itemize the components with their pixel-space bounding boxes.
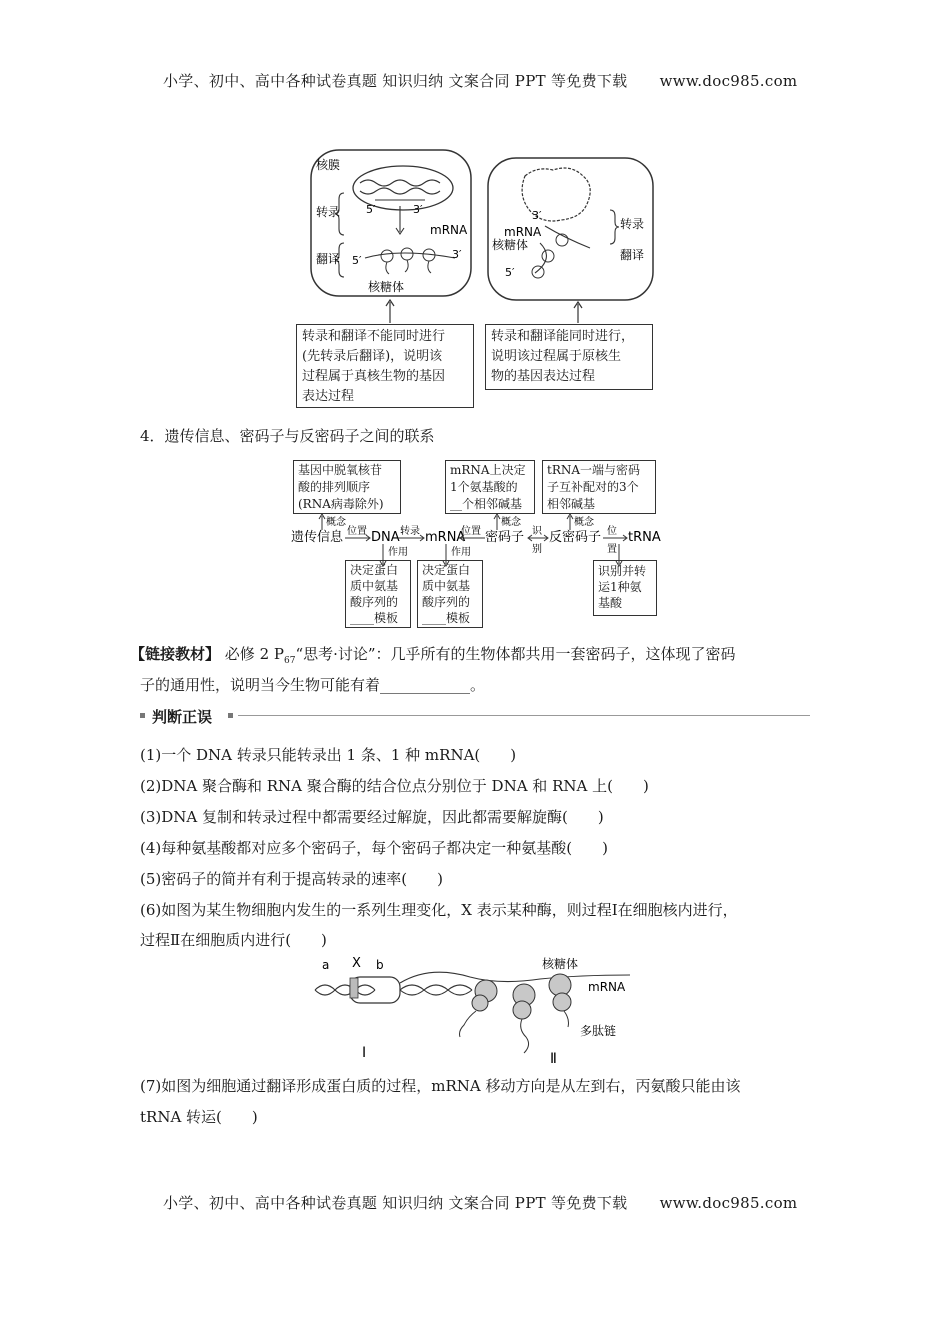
note-eukaryote [296, 324, 474, 408]
label-a: a [322, 958, 330, 972]
judge-item-5: (5)密码子的简并有利于提高转录的速率( ) [140, 870, 443, 888]
box-line: mRNA上决定 [450, 463, 526, 477]
link-role: 作用 [451, 547, 471, 558]
section-4-title: 4．遗传信息、密码子与反密码子之间的联系 [140, 427, 435, 445]
box-codon-def [445, 460, 535, 514]
label-ribosome-right: 核糖体 [492, 238, 529, 252]
label-5prime: 5′ [366, 203, 376, 216]
box-line: 基酸 [598, 596, 623, 610]
box-line: 决定蛋白 [422, 563, 471, 577]
node-anticodon: 反密码子 [549, 530, 602, 545]
box-line: ____模板 [350, 611, 399, 625]
page-header [163, 70, 797, 91]
box-line: 质中氨基 [422, 579, 471, 593]
label-transcription: 转录 [316, 205, 341, 219]
node-mrna: mRNA [425, 530, 466, 545]
label-translation-right: 翻译 [620, 248, 645, 262]
label-nuclear-membrane: 核膜 [316, 158, 341, 172]
box-mrna-role [417, 560, 483, 628]
label-5prime-right: 5′ [505, 266, 515, 279]
box-line: ____模板 [422, 611, 471, 625]
label-3prime-b: 3′ [452, 248, 462, 261]
ribosome [542, 250, 554, 262]
box-dna-role [345, 560, 411, 628]
link-recognize: 识 [532, 526, 542, 537]
label-3prime-right: 3′ [532, 209, 542, 222]
mrna-strand [365, 253, 455, 258]
link-concept: 概念 [501, 517, 521, 528]
judge-item-7: (7)如图为细胞通过翻译形成蛋白质的过程，mRNA 移动方向是从左到右，丙氨酸只能由该 [140, 1077, 741, 1095]
link-text: “思考·讨论”：几乎所有的生物体都共用一套密码子，这体现了密码 [295, 645, 736, 663]
ribosome [513, 1001, 531, 1019]
ribosome [381, 250, 393, 262]
transcription-translation-figure [310, 955, 640, 1070]
box-line: 1个氨基酸的 [450, 480, 518, 494]
link-concept: 概念 [574, 517, 594, 528]
link-concept: 概念 [326, 517, 346, 528]
footer-text: 小学、初中、高中各种试卷真题 知识归纳 文案合同 PPT 等免费下载 [163, 1194, 628, 1212]
box-line: 子互补配对的3个 [547, 480, 639, 494]
header-text: 小学、初中、高中各种试卷真题 知识归纳 文案合同 PPT 等免费下载 [163, 72, 628, 90]
judge-heading [140, 706, 810, 726]
dna-strand [315, 985, 375, 995]
note-prokaryote [485, 324, 653, 390]
divider [238, 715, 810, 716]
box-line: tRNA一端与密码 [547, 463, 641, 477]
box-line: 酸序列的 [350, 595, 399, 609]
label-ribosome: 核糖体 [368, 280, 405, 294]
note-line: 表达过程 [302, 389, 355, 404]
page-footer [163, 1192, 797, 1213]
judge-title: 判断正误 [152, 708, 213, 726]
node-trna: tRNA [628, 530, 661, 545]
link-position: 位置 [347, 526, 367, 537]
note-line: 转录和翻译能同时进行， [491, 329, 635, 344]
label-polypeptide: 多肽链 [580, 1024, 617, 1038]
ribosome [401, 248, 413, 260]
box-line: 酸序列的 [422, 595, 471, 609]
link-text: 必修 2 P [224, 645, 284, 663]
page-subscript: 67 [283, 656, 296, 666]
dna-helix-strand [360, 188, 440, 194]
label-mrna-right: mRNA [504, 225, 542, 239]
box-line: 酸的排列顺序 [298, 480, 371, 494]
link-position: 位 [607, 526, 617, 537]
label-b: b [376, 958, 384, 972]
judge-item-2: (2)DNA 聚合酶和 RNA 聚合酶的结合位点分别位于 DNA 和 RNA 上( ) [140, 777, 649, 795]
node-codon: 密码子 [485, 530, 525, 545]
link-role: 作用 [388, 547, 408, 558]
box-line: (RNA病毒除外) [298, 497, 384, 511]
note-line: 说明该过程属于原核生 [491, 349, 622, 364]
link-position: 置 [607, 544, 617, 555]
label-transcription-right: 转录 [620, 217, 645, 231]
box-line: 运1种氨 [598, 580, 642, 594]
label-x: X [352, 956, 361, 971]
ribosome [553, 993, 571, 1011]
label-stage-1: Ⅰ [362, 1045, 367, 1061]
header-site: www.doc985.com [659, 72, 798, 90]
judge-item-6: (6)如图为某生物细胞内发生的一系列生理变化，X 表示某种酶，则过程Ⅰ在细胞核内进行， [140, 901, 738, 919]
dna-helix [360, 180, 440, 186]
label-3prime: 3′ [413, 203, 423, 216]
box-line: 识别并转 [598, 564, 647, 578]
node-dna: DNA [371, 530, 400, 545]
label-stage-2: Ⅱ [550, 1051, 557, 1067]
box-line: 基因中脱氧核苷 [298, 463, 383, 477]
label-ribosome: 核糖体 [542, 957, 579, 971]
box-genetic-info-def [293, 460, 401, 514]
ribosome [472, 995, 488, 1011]
judge-item-6-cont: 过程Ⅱ在细胞质内进行( ) [140, 931, 327, 949]
note-line: 物的基因表达过程 [491, 369, 596, 384]
box-trna-role [593, 560, 657, 616]
label-translation: 翻译 [316, 252, 341, 266]
link-position: 位置 [461, 526, 481, 537]
node-genetic-info: 遗传信息 [291, 530, 344, 545]
judge-item-7-cont: tRNA 转运( ) [140, 1108, 258, 1126]
link-label: 【链接教材】 [130, 645, 221, 663]
box-line: 相邻碱基 [547, 497, 596, 511]
box-anticodon-def [542, 460, 656, 514]
box-line: __个相邻碱基 [450, 497, 523, 511]
label-mrna: mRNA [430, 223, 468, 237]
link-transcribe: 转录 [400, 526, 420, 537]
ribosome [532, 266, 544, 278]
footer-site: www.doc985.com [659, 1194, 798, 1212]
note-line: (先转录后翻译)，说明该 [302, 349, 443, 364]
label-5prime-b: 5′ [352, 254, 362, 267]
link-textbook-line2: 子的通用性，说明当今生物可能有着____________。 [140, 676, 486, 694]
judge-item-4: (4)每种氨基酸都对应多个密码子，每个密码子都决定一种氨基酸( ) [140, 839, 608, 857]
box-line: 决定蛋白 [350, 563, 399, 577]
label-mrna: mRNA [588, 980, 626, 994]
ribosome [549, 974, 571, 996]
box-line: 质中氨基 [350, 579, 399, 593]
note-line: 过程属于真核生物的基因 [302, 369, 446, 384]
judge-item-3: (3)DNA 复制和转录过程中都需要经过解旋，因此都需要解旋酶( ) [140, 808, 604, 826]
link-recognize: 别 [532, 544, 542, 555]
link-textbook [130, 643, 736, 666]
note-line: 转录和翻译不能同时进行 [302, 329, 446, 344]
judge-item-1: (1)一个 DNA 转录只能转录出 1 条、1 种 mRNA( ) [140, 746, 517, 764]
